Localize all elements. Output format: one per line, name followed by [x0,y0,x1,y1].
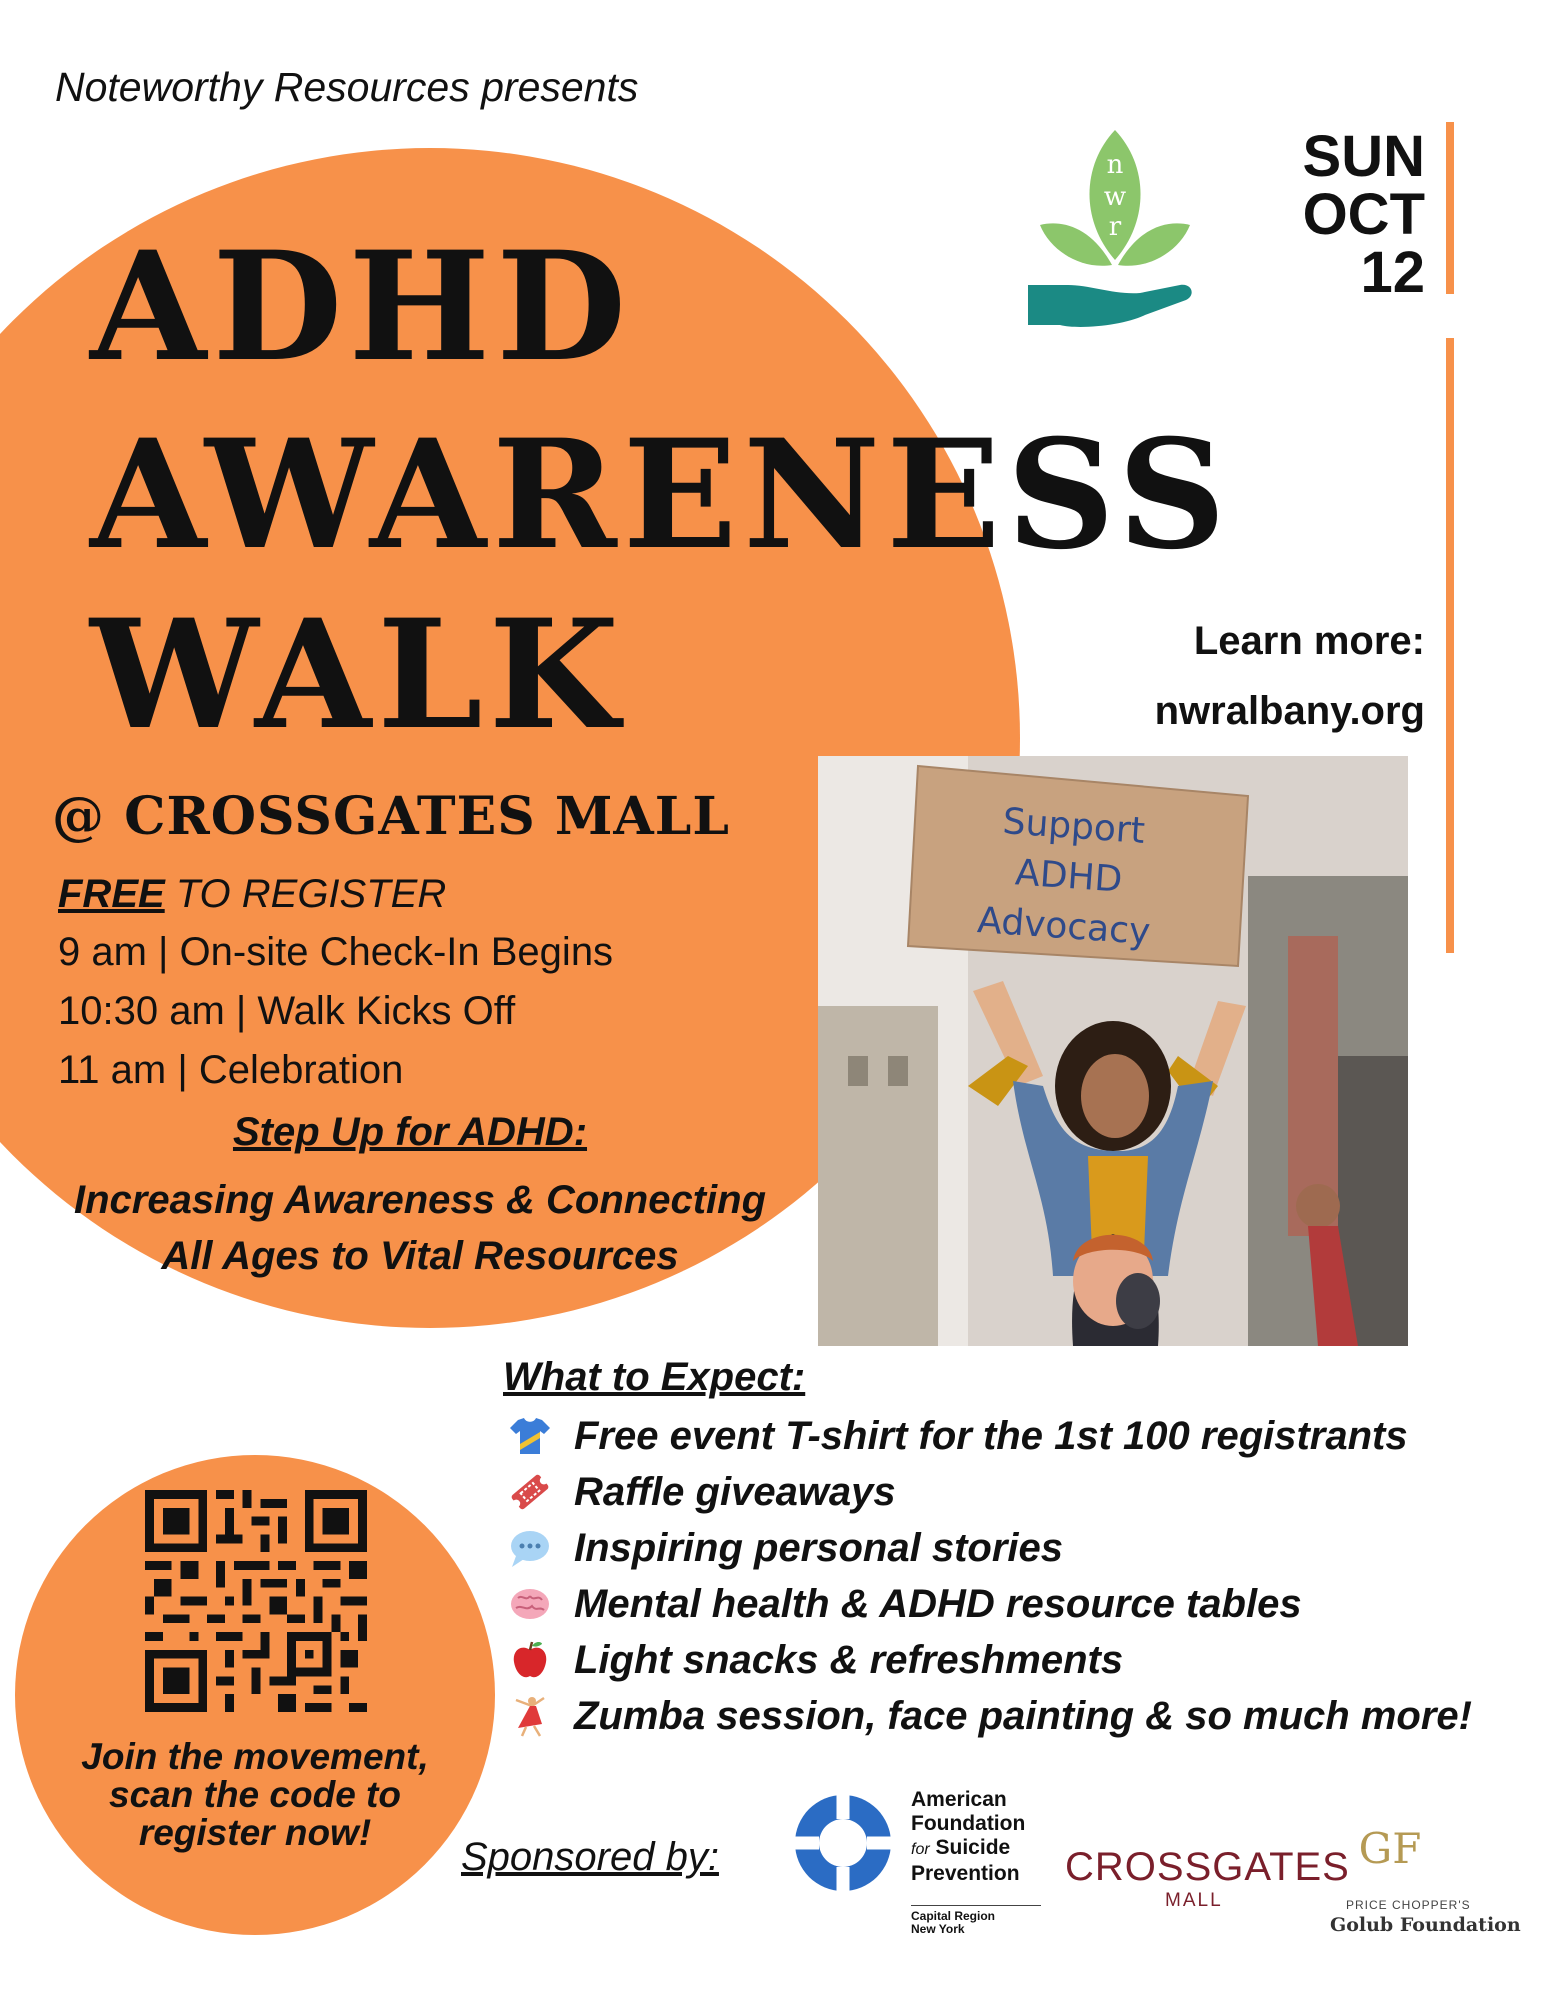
afsp-line-for [911,1836,1025,1862]
sign-line-1: Support [1001,801,1147,852]
schedule-item: 9 am | On-site Check-In Begins [58,930,614,974]
register-text: TO REGISTER [175,872,447,916]
tagline-line-1: Increasing Awareness & Connecting [73,1178,767,1222]
title-line-1: ADHD [90,219,633,395]
afsp-line: American [911,1788,1007,1811]
crossgates-sub: MALL [1165,1890,1223,1911]
venue: @ CROSSGATES MALL [52,786,730,847]
expect-title: What to Expect: [503,1355,806,1399]
list-item-text: Mental health & ADHD resource tables [574,1581,1302,1626]
free-word: FREE [58,872,165,916]
learn-more [1080,606,1425,746]
sponsored-label: Sponsored by: [461,1835,719,1879]
crossgates-logo: CROSSGATES [1065,1845,1350,1889]
list-item [508,1576,1472,1632]
list-item [508,1520,1472,1576]
date-day: SUN [1302,124,1425,189]
afsp-line: Foundation [911,1812,1026,1835]
website-link[interactable]: nwralbany.org [1154,689,1425,733]
qr-caption [55,1738,455,1852]
title-line-3: WALK [90,587,626,763]
list-item [508,1408,1472,1464]
schedule-item: 11 am | Celebration [58,1048,404,1092]
tagline-text [20,1172,820,1284]
tagline-line-2: All Ages to Vital Resources [161,1234,679,1278]
sign-line-3: Advocacy [976,900,1152,954]
qr-caption-line: Join the movement, [81,1736,429,1777]
speech-bubble-icon [508,1526,552,1570]
schedule-item: 10:30 am | Walk Kicks Off [58,989,516,1033]
list-item [508,1688,1472,1744]
afsp-line: Prevention [911,1862,1020,1885]
logo-letter: n [1106,150,1124,180]
list-item [508,1464,1472,1520]
afsp-chapter [911,1905,1041,1936]
afsp-suicide: Suicide [935,1836,1011,1859]
sign-line-2: ADHD [1013,852,1124,901]
qr-caption-line: scan the code to [109,1774,401,1815]
tshirt-icon [508,1414,552,1458]
list-item [508,1632,1472,1688]
monogram-text: GF [1358,1824,1422,1873]
ticket-icon [508,1470,552,1514]
qr-caption-line: register now! [138,1812,372,1853]
date-number: 12 [1360,240,1425,305]
event-photo [818,756,1408,1346]
accent-bar [1446,122,1454,294]
nwr-logo [1020,125,1210,350]
logo-letter: r [1108,212,1122,242]
afsp-chapter-line: New York [911,1922,965,1936]
list-item-text: Inspiring personal stories [574,1525,1064,1570]
expect-list [508,1408,1472,1744]
list-item-text: Free event T-shirt for the 1st 100 registrants [574,1413,1408,1458]
afsp-chapter-line: Capital Region [911,1909,996,1923]
accent-bar [1446,338,1454,953]
registration-qr-code[interactable] [145,1490,367,1712]
tagline-title: Step Up for ADHD: [232,1110,588,1154]
apple-icon [508,1638,552,1682]
free-registration [58,872,446,917]
price-chopper-label: PRICE CHOPPER'S [1346,1898,1471,1912]
event-date [1280,124,1425,305]
golub-foundation-monogram [1358,1815,1422,1875]
golub-foundation-label: Golub Foundation [1330,1914,1521,1936]
lifebuoy-icon [790,1790,896,1896]
dancer-icon [508,1694,552,1738]
presenter-line: Noteworthy Resources presents [55,64,639,110]
afsp-for: for [911,1841,930,1858]
date-month: OCT [1302,182,1425,247]
list-item-text: Zumba session, face painting & so much more! [574,1693,1472,1738]
brain-icon [508,1582,552,1626]
list-item-text: Light snacks & refreshments [574,1637,1124,1682]
logo-letter: w [1103,182,1127,212]
learn-more-label: Learn more: [1193,619,1425,663]
list-item-text: Raffle giveaways [574,1469,896,1514]
afsp-name [911,1788,1025,1886]
title-line-2: AWARENESS [90,407,1232,583]
